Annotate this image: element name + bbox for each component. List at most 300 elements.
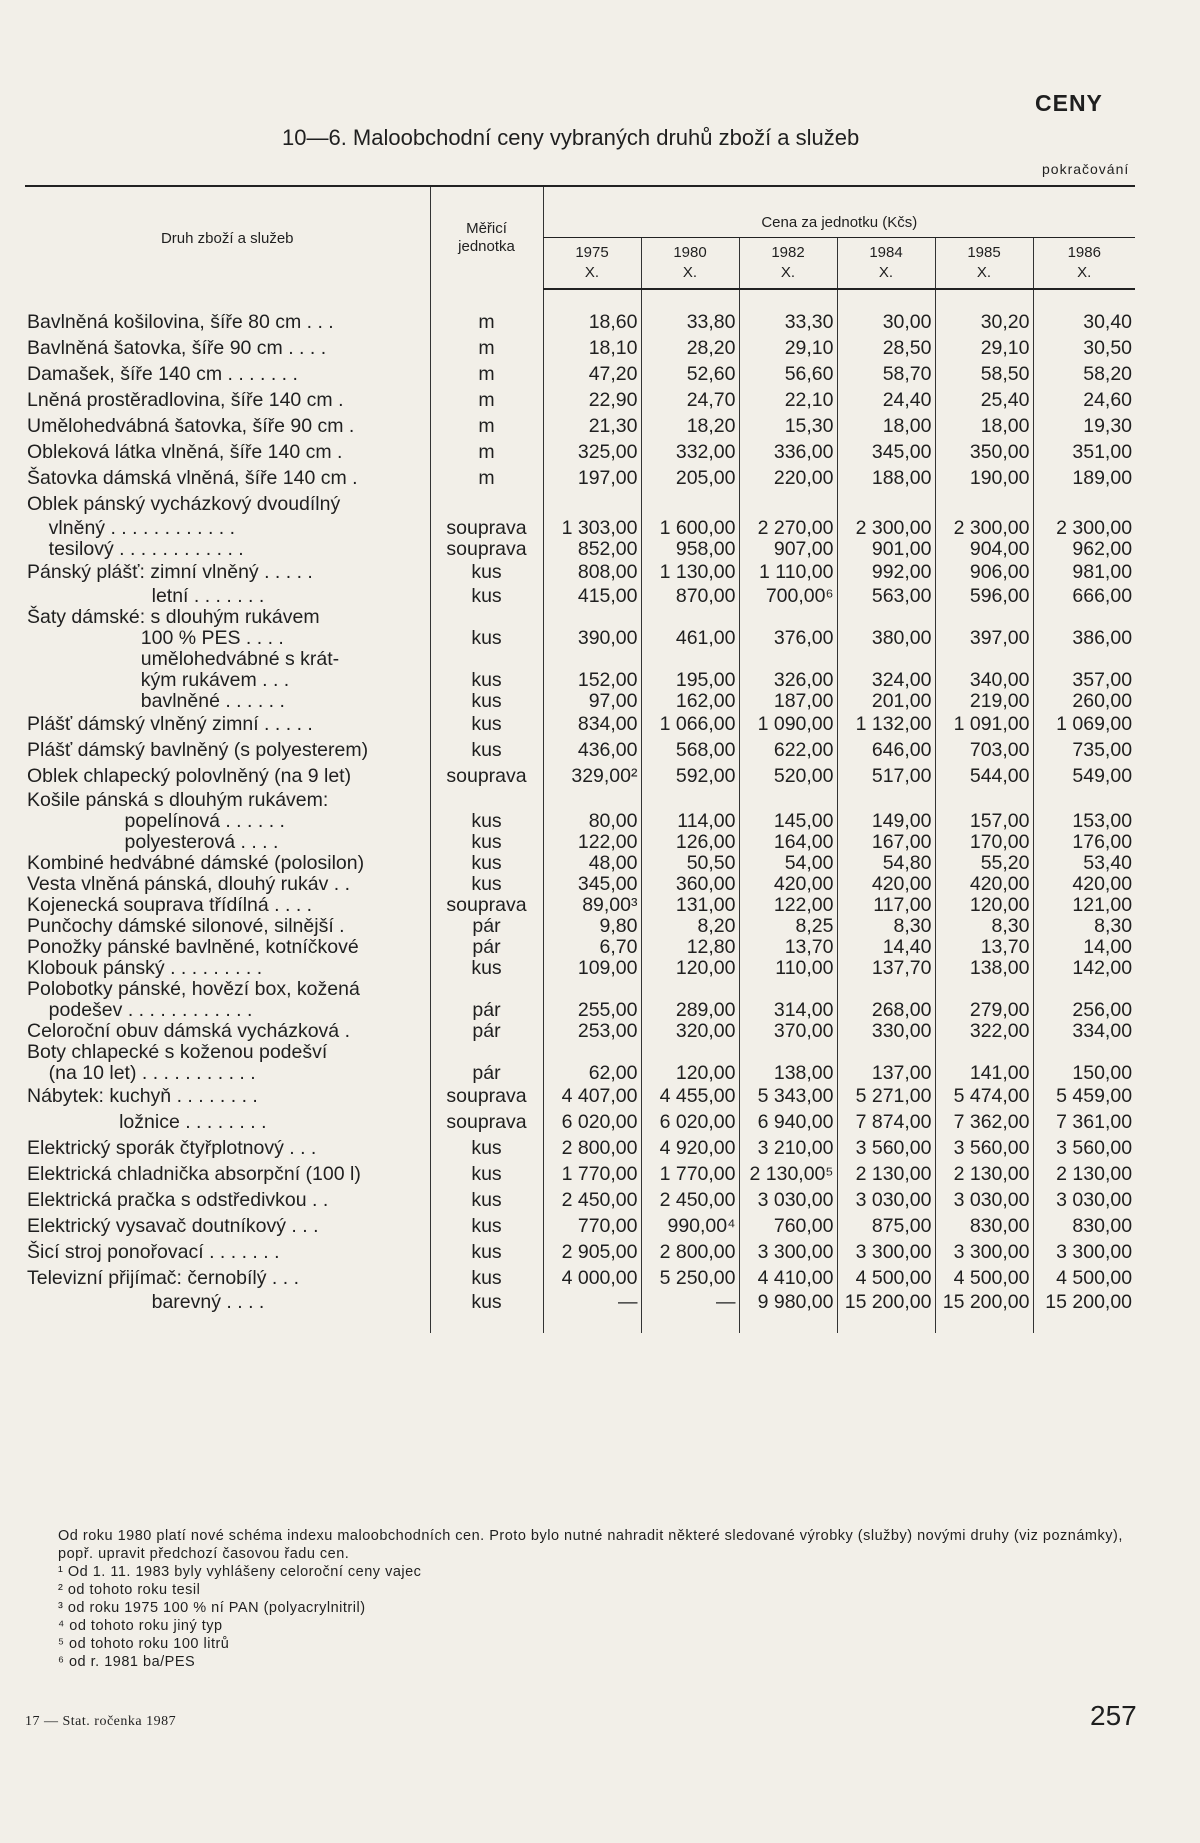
table-body xyxy=(25,289,1135,1333)
table-row xyxy=(25,811,1135,832)
table-row xyxy=(25,670,1135,691)
price-cell xyxy=(935,492,1033,518)
table-row xyxy=(25,853,1135,874)
price-cell: 33,80 xyxy=(641,310,739,336)
price-cell: 834,00 xyxy=(543,712,641,738)
table-row xyxy=(25,895,1135,916)
row-item-name: Polobotky pánské, hovězí box, kožená xyxy=(27,977,360,1000)
price-cell xyxy=(1033,649,1135,670)
table-row xyxy=(25,1042,1135,1063)
price-cell: 7 362,00 xyxy=(935,1110,1033,1136)
price-cell: 1 066,00 xyxy=(641,712,739,738)
row-item-name: Šicí stroj ponořovací . . . . . . . xyxy=(27,1241,280,1264)
table-row xyxy=(25,607,1135,628)
price-cell: 109,00 xyxy=(543,958,641,979)
price-cell: 3 030,00 xyxy=(739,1188,837,1214)
price-cell xyxy=(739,1042,837,1063)
price-cell: 981,00 xyxy=(1033,560,1135,586)
price-cell: 138,00 xyxy=(739,1063,837,1084)
price-cell: 544,00 xyxy=(935,764,1033,790)
price-cell: 131,00 xyxy=(641,895,739,916)
footnote-5: ⁵ od tohoto roku 100 litrů xyxy=(58,1636,230,1652)
row-item-name: umělohedvábné s krát- xyxy=(27,647,340,670)
price-cell: 901,00 xyxy=(837,539,935,560)
table-row xyxy=(25,979,1135,1000)
section-header: CENY xyxy=(1035,90,1103,116)
price-cell xyxy=(739,607,837,628)
row-item-name: Plášť dámský vlněný zimní . . . . . xyxy=(27,713,313,736)
price-cell: 167,00 xyxy=(837,832,935,853)
table-row xyxy=(25,492,1135,518)
price-cell: 461,00 xyxy=(641,628,739,649)
price-cell: 520,00 xyxy=(739,764,837,790)
spacer-row xyxy=(25,289,1135,310)
price-cell: 205,00 xyxy=(641,466,739,492)
price-cell: 55,20 xyxy=(935,853,1033,874)
price-cell: 12,80 xyxy=(641,937,739,958)
price-cell: 189,00 xyxy=(1033,466,1135,492)
price-cell: 30,00 xyxy=(837,310,935,336)
month-label: X. xyxy=(976,264,992,281)
price-cell xyxy=(1033,790,1135,811)
price-cell xyxy=(837,979,935,1000)
table-row xyxy=(25,937,1135,958)
row-item-name: Klobouk pánský . . . . . . . . . xyxy=(27,956,263,979)
price-cell: 376,00 xyxy=(739,628,837,649)
price-cell: 2 130,00⁵ xyxy=(739,1162,837,1188)
price-cell xyxy=(543,607,641,628)
row-unit xyxy=(430,649,543,670)
row-unit: souprava xyxy=(430,518,543,539)
row-item-name: Elektrický sporák čtyřplotnový . . . xyxy=(27,1137,317,1160)
year-header xyxy=(543,238,641,290)
price-cell: 386,00 xyxy=(1033,628,1135,649)
price-cell: 3 030,00 xyxy=(837,1188,935,1214)
price-cell: 142,00 xyxy=(1033,958,1135,979)
price-cell: 15 200,00 xyxy=(1033,1292,1135,1313)
table-row xyxy=(25,539,1135,560)
price-cell: 907,00 xyxy=(739,539,837,560)
row-unit: kus xyxy=(430,1162,543,1188)
row-unit: souprava xyxy=(430,895,543,916)
row-item-name: Kojenecká souprava třídílná . . . . xyxy=(27,893,313,916)
price-cell: 110,00 xyxy=(739,958,837,979)
price-cell: 5 459,00 xyxy=(1033,1084,1135,1110)
price-cell: 54,00 xyxy=(739,853,837,874)
price-cell xyxy=(1033,979,1135,1000)
price-cell: 3 300,00 xyxy=(837,1240,935,1266)
price-cell xyxy=(935,979,1033,1000)
row-unit: pár xyxy=(430,937,543,958)
price-cell: 958,00 xyxy=(641,539,739,560)
price-cell: 62,00 xyxy=(543,1063,641,1084)
table-row xyxy=(25,691,1135,712)
row-unit: kus xyxy=(430,1292,543,1313)
price-cell xyxy=(1033,492,1135,518)
price-cell: 22,10 xyxy=(739,388,837,414)
price-cell: 330,00 xyxy=(837,1021,935,1042)
price-cell: 58,20 xyxy=(1033,362,1135,388)
footnote-1: ¹ Od 1. 11. 1983 byly vyhlášeny celoroční ceny vajec xyxy=(58,1564,422,1580)
price-cell: 4 407,00 xyxy=(543,1084,641,1110)
year-header xyxy=(739,238,837,290)
price-cell: 5 250,00 xyxy=(641,1266,739,1292)
row-unit: souprava xyxy=(430,764,543,790)
price-cell xyxy=(837,492,935,518)
row-item-name: podešev . . . . . . . . . . . . xyxy=(27,998,253,1021)
row-unit: m xyxy=(430,414,543,440)
price-cell: 2 800,00 xyxy=(641,1240,739,1266)
price-cell: 420,00 xyxy=(739,874,837,895)
year-label: 1980 xyxy=(673,244,707,261)
price-cell: 326,00 xyxy=(739,670,837,691)
row-unit: kus xyxy=(430,691,543,712)
price-cell: 420,00 xyxy=(935,874,1033,895)
row-item-name: Šatovka dámská vlněná, šíře 140 cm . xyxy=(27,467,358,490)
footnote-6: ⁶ od r. 1981 ba/PES xyxy=(58,1654,196,1670)
price-cell xyxy=(1033,607,1135,628)
price-cell: 150,00 xyxy=(1033,1063,1135,1084)
price-cell: 120,00 xyxy=(641,1063,739,1084)
price-cell: 54,80 xyxy=(837,853,935,874)
table-row xyxy=(25,738,1135,764)
price-cell: 351,00 xyxy=(1033,440,1135,466)
price-cell: 4 500,00 xyxy=(1033,1266,1135,1292)
table-row xyxy=(25,1063,1135,1084)
price-cell: 735,00 xyxy=(1033,738,1135,764)
price-cell: 700,00⁶ xyxy=(739,586,837,607)
table-row xyxy=(25,388,1135,414)
table-row xyxy=(25,1021,1135,1042)
price-cell: 992,00 xyxy=(837,560,935,586)
row-item-name: 100 % PES . . . . xyxy=(27,626,284,649)
price-cell: 126,00 xyxy=(641,832,739,853)
year-header xyxy=(641,238,739,290)
price-cell: 2 800,00 xyxy=(543,1136,641,1162)
col-item-header: Druh zboží a služeb xyxy=(25,186,430,289)
table-row xyxy=(25,1266,1135,1292)
price-cell: 3 300,00 xyxy=(739,1240,837,1266)
row-unit: kus xyxy=(430,628,543,649)
price-cell: 80,00 xyxy=(543,811,641,832)
price-cell: 360,00 xyxy=(641,874,739,895)
price-cell: 137,00 xyxy=(837,1063,935,1084)
price-cell: 345,00 xyxy=(837,440,935,466)
price-cell: 1 132,00 xyxy=(837,712,935,738)
table-row xyxy=(25,1136,1135,1162)
price-cell: 1 770,00 xyxy=(543,1162,641,1188)
price-cell xyxy=(837,607,935,628)
price-cell: 122,00 xyxy=(543,832,641,853)
price-table xyxy=(25,185,1135,1333)
year-label: 1986 xyxy=(1067,244,1101,261)
price-cell: 3 300,00 xyxy=(935,1240,1033,1266)
table-row xyxy=(25,628,1135,649)
row-item-name: barevný . . . . xyxy=(27,1290,265,1313)
price-cell: 8,20 xyxy=(641,916,739,937)
row-unit: kus xyxy=(430,1188,543,1214)
price-cell: 170,00 xyxy=(935,832,1033,853)
price-cell: 350,00 xyxy=(935,440,1033,466)
price-cell: 120,00 xyxy=(935,895,1033,916)
price-cell: 770,00 xyxy=(543,1214,641,1240)
price-cell: — xyxy=(543,1292,641,1313)
price-cell xyxy=(935,790,1033,811)
price-cell: 141,00 xyxy=(935,1063,1033,1084)
price-cell xyxy=(641,649,739,670)
price-cell: 6,70 xyxy=(543,937,641,958)
table-row xyxy=(25,336,1135,362)
price-cell: 121,00 xyxy=(1033,895,1135,916)
price-cell: — xyxy=(641,1292,739,1313)
price-cell xyxy=(641,607,739,628)
price-cell: 357,00 xyxy=(1033,670,1135,691)
row-unit: kus xyxy=(430,1266,543,1292)
price-cell xyxy=(543,649,641,670)
price-cell: 324,00 xyxy=(837,670,935,691)
row-item-name: polyesterová . . . . xyxy=(27,830,279,853)
row-unit xyxy=(430,1042,543,1063)
price-cell: 6 020,00 xyxy=(641,1110,739,1136)
price-cell: 830,00 xyxy=(1033,1214,1135,1240)
price-cell: 329,00² xyxy=(543,764,641,790)
price-cell: 201,00 xyxy=(837,691,935,712)
table-row xyxy=(25,518,1135,539)
price-cell xyxy=(935,649,1033,670)
price-cell: 2 300,00 xyxy=(1033,518,1135,539)
table-row xyxy=(25,466,1135,492)
row-unit: kus xyxy=(430,712,543,738)
price-cell xyxy=(837,649,935,670)
row-unit xyxy=(430,492,543,518)
row-item-name: letní . . . . . . . xyxy=(27,584,265,607)
month-label: X. xyxy=(682,264,698,281)
price-cell xyxy=(837,790,935,811)
price-cell: 3 560,00 xyxy=(1033,1136,1135,1162)
price-cell: 549,00 xyxy=(1033,764,1135,790)
price-cell: 52,60 xyxy=(641,362,739,388)
price-cell: 58,70 xyxy=(837,362,935,388)
price-cell xyxy=(739,492,837,518)
price-cell: 15,30 xyxy=(739,414,837,440)
price-cell: 157,00 xyxy=(935,811,1033,832)
price-cell: 340,00 xyxy=(935,670,1033,691)
row-unit: kus xyxy=(430,1136,543,1162)
row-item-name: (na 10 let) . . . . . . . . . . . xyxy=(27,1061,256,1084)
price-cell: 15 200,00 xyxy=(935,1292,1033,1313)
row-unit: m xyxy=(430,362,543,388)
price-cell: 25,40 xyxy=(935,388,1033,414)
row-item-name: Punčochy dámské silonové, silnější . xyxy=(27,914,345,937)
table-row xyxy=(25,1162,1135,1188)
year-header xyxy=(1033,238,1135,290)
price-cell: 7 874,00 xyxy=(837,1110,935,1136)
row-unit: souprava xyxy=(430,1110,543,1136)
price-cell: 1 130,00 xyxy=(641,560,739,586)
row-unit: kus xyxy=(430,811,543,832)
price-cell: 622,00 xyxy=(739,738,837,764)
row-item-name: Šaty dámské: s dlouhým rukávem xyxy=(27,605,320,628)
year-label: 1985 xyxy=(967,244,1001,261)
row-unit: m xyxy=(430,336,543,362)
price-cell: 3 030,00 xyxy=(1033,1188,1135,1214)
price-cell: 962,00 xyxy=(1033,539,1135,560)
row-unit: kus xyxy=(430,958,543,979)
price-cell: 5 271,00 xyxy=(837,1084,935,1110)
price-cell xyxy=(543,1042,641,1063)
note-intro: Od roku 1980 platí nové schéma indexu maloobchodních cen. Proto bylo nutné nahradit některé sledované výrobky (služby) novými druhy (viz poznámky), popř. upravit předchozí časovou řadu cen. xyxy=(58,1528,1123,1562)
row-unit: m xyxy=(430,466,543,492)
price-cell: 2 450,00 xyxy=(543,1188,641,1214)
row-unit xyxy=(430,790,543,811)
footnote-4: ⁴ od tohoto roku jiný typ xyxy=(58,1618,223,1634)
price-cell xyxy=(543,790,641,811)
row-item-name: Ponožky pánské bavlněné, kotníčkové xyxy=(27,935,359,958)
table-row xyxy=(25,874,1135,895)
price-cell xyxy=(837,1042,935,1063)
price-cell: 18,00 xyxy=(935,414,1033,440)
price-cell xyxy=(935,607,1033,628)
row-item-name: ložnice . . . . . . . . xyxy=(27,1111,267,1134)
table-row xyxy=(25,310,1135,336)
price-cell: 50,50 xyxy=(641,853,739,874)
price-cell: 3 560,00 xyxy=(837,1136,935,1162)
price-cell: 6 020,00 xyxy=(543,1110,641,1136)
row-unit: m xyxy=(430,440,543,466)
row-item-name: Boty chlapecké s koženou podešví xyxy=(27,1040,328,1063)
price-cell: 197,00 xyxy=(543,466,641,492)
price-cell: 18,60 xyxy=(543,310,641,336)
price-cell: 117,00 xyxy=(837,895,935,916)
row-item-name: Plášť dámský bavlněný (s polyesterem) xyxy=(27,739,369,762)
price-cell: 336,00 xyxy=(739,440,837,466)
row-item-name: Televizní přijímač: černobílý . . . xyxy=(27,1267,300,1290)
price-cell: 29,10 xyxy=(739,336,837,362)
row-unit: souprava xyxy=(430,539,543,560)
row-unit: souprava xyxy=(430,1084,543,1110)
row-unit: kus xyxy=(430,560,543,586)
price-cell: 415,00 xyxy=(543,586,641,607)
row-item-name: Vesta vlněná pánská, dlouhý rukáv . . xyxy=(27,872,351,895)
price-cell: 279,00 xyxy=(935,1000,1033,1021)
price-cell: 3 210,00 xyxy=(739,1136,837,1162)
col-price-group-header: Cena za jednotku (Kčs) xyxy=(543,186,1135,238)
price-cell: 30,40 xyxy=(1033,310,1135,336)
price-cell: 137,70 xyxy=(837,958,935,979)
price-cell: 8,30 xyxy=(935,916,1033,937)
price-cell: 8,30 xyxy=(1033,916,1135,937)
price-cell: 18,20 xyxy=(641,414,739,440)
price-cell: 3 560,00 xyxy=(935,1136,1033,1162)
year-header xyxy=(837,238,935,290)
price-cell: 904,00 xyxy=(935,539,1033,560)
price-cell: 5 343,00 xyxy=(739,1084,837,1110)
table-row xyxy=(25,764,1135,790)
price-cell: 1 110,00 xyxy=(739,560,837,586)
price-cell: 120,00 xyxy=(641,958,739,979)
table-row xyxy=(25,1000,1135,1021)
price-cell: 760,00 xyxy=(739,1214,837,1240)
table-row xyxy=(25,958,1135,979)
price-cell: 325,00 xyxy=(543,440,641,466)
row-item-name: vlněný . . . . . . . . . . . . xyxy=(27,516,236,539)
price-cell: 152,00 xyxy=(543,670,641,691)
price-cell: 256,00 xyxy=(1033,1000,1135,1021)
price-cell: 517,00 xyxy=(837,764,935,790)
table-row xyxy=(25,649,1135,670)
price-cell: 219,00 xyxy=(935,691,1033,712)
price-cell: 332,00 xyxy=(641,440,739,466)
row-unit: kus xyxy=(430,738,543,764)
price-cell: 420,00 xyxy=(1033,874,1135,895)
price-cell: 808,00 xyxy=(543,560,641,586)
price-cell: 1 069,00 xyxy=(1033,712,1135,738)
price-cell: 3 300,00 xyxy=(1033,1240,1135,1266)
price-cell xyxy=(739,649,837,670)
month-label: X. xyxy=(780,264,796,281)
year-label: 1984 xyxy=(869,244,903,261)
price-cell xyxy=(543,492,641,518)
row-item-name: Bavlněná košilovina, šíře 80 cm . . . xyxy=(27,311,334,334)
row-item-name: Kombiné hedvábné dámské (polosilon) xyxy=(27,851,365,874)
price-cell: 2 905,00 xyxy=(543,1240,641,1266)
price-cell: 28,50 xyxy=(837,336,935,362)
col-unit-header: Měřicí jednotka xyxy=(430,186,543,289)
price-cell: 9 980,00 xyxy=(739,1292,837,1313)
table-row xyxy=(25,832,1135,853)
table-row xyxy=(25,586,1135,607)
price-cell: 7 361,00 xyxy=(1033,1110,1135,1136)
price-cell: 370,00 xyxy=(739,1021,837,1042)
price-cell: 19,30 xyxy=(1033,414,1135,440)
row-item-name: kým rukávem . . . xyxy=(27,668,290,691)
price-cell: 24,60 xyxy=(1033,388,1135,414)
price-cell: 2 270,00 xyxy=(739,518,837,539)
price-cell: 56,60 xyxy=(739,362,837,388)
spacer-row xyxy=(25,1313,1135,1333)
price-cell xyxy=(641,1042,739,1063)
price-cell: 220,00 xyxy=(739,466,837,492)
price-cell xyxy=(641,790,739,811)
row-unit xyxy=(430,979,543,1000)
price-cell: 314,00 xyxy=(739,1000,837,1021)
price-cell: 30,50 xyxy=(1033,336,1135,362)
price-cell: 21,30 xyxy=(543,414,641,440)
price-cell: 1 090,00 xyxy=(739,712,837,738)
row-unit: m xyxy=(430,310,543,336)
price-cell: 162,00 xyxy=(641,691,739,712)
price-cell xyxy=(543,979,641,1000)
row-unit xyxy=(430,607,543,628)
price-cell: 289,00 xyxy=(641,1000,739,1021)
price-cell: 592,00 xyxy=(641,764,739,790)
year-header xyxy=(935,238,1033,290)
price-cell: 13,70 xyxy=(739,937,837,958)
table-row xyxy=(25,790,1135,811)
price-cell: 852,00 xyxy=(543,539,641,560)
price-cell: 596,00 xyxy=(935,586,1033,607)
row-item-name: popelínová . . . . . . xyxy=(27,809,285,832)
price-cell: 2 130,00 xyxy=(1033,1162,1135,1188)
price-cell: 28,20 xyxy=(641,336,739,362)
price-cell: 320,00 xyxy=(641,1021,739,1042)
row-item-name: Elektrická chladnička absorpční (100 l) xyxy=(27,1163,361,1186)
month-label: X. xyxy=(584,264,600,281)
row-item-name: Umělohedvábná šatovka, šíře 90 cm . xyxy=(27,415,355,438)
price-cell: 89,00³ xyxy=(543,895,641,916)
price-cell: 390,00 xyxy=(543,628,641,649)
page-number: 257 xyxy=(1090,1700,1137,1731)
